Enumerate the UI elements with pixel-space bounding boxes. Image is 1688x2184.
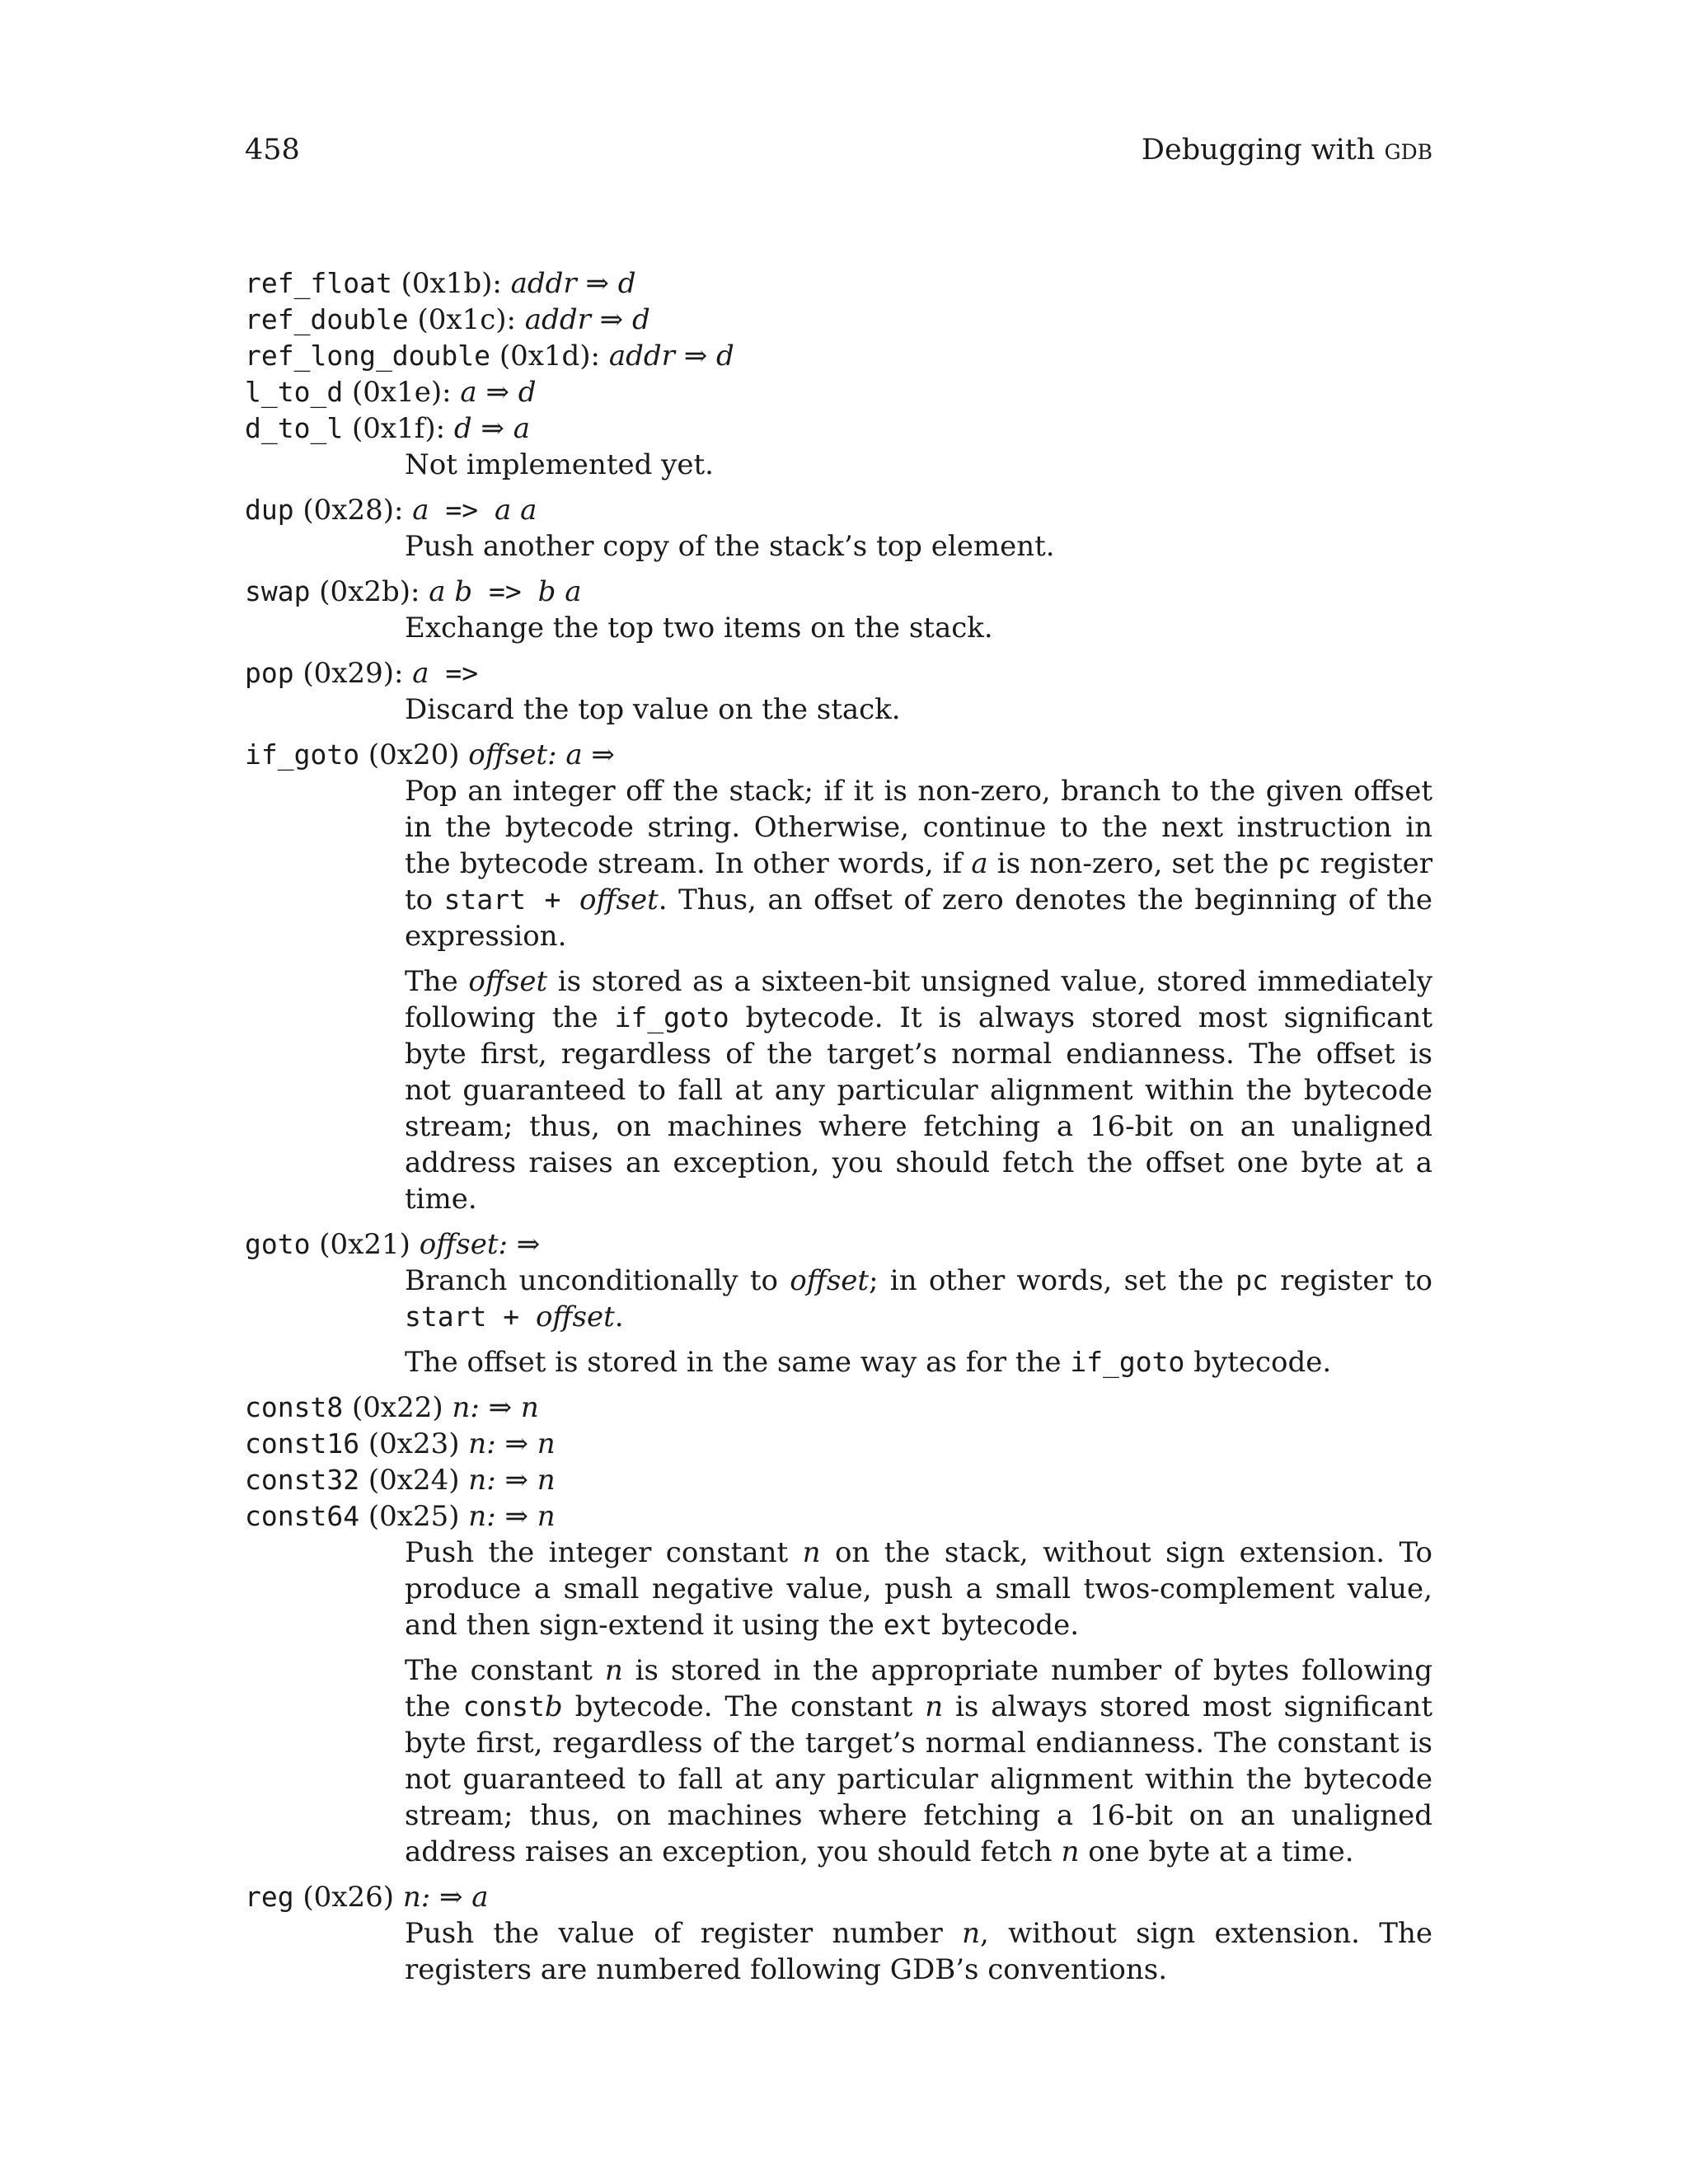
bytecode-name: const64 xyxy=(245,1500,360,1532)
bytecode-name: const16 xyxy=(245,1427,360,1460)
entry-term xyxy=(245,492,1432,528)
code-term: if_goto xyxy=(1070,1346,1185,1378)
stack-effect: a ⇒ d xyxy=(460,376,537,409)
entry-term xyxy=(245,655,1432,691)
description-paragraph xyxy=(405,1535,1432,1643)
text: register to xyxy=(405,847,1432,916)
description-paragraph xyxy=(405,1263,1432,1335)
bytecode-list xyxy=(245,265,1432,1988)
bytecode-name: d_to_l xyxy=(245,412,344,444)
code-term: ext xyxy=(883,1609,933,1641)
bytecode-name: const32 xyxy=(245,1464,360,1496)
entry-term xyxy=(245,1462,1432,1498)
text: Push the value of register number xyxy=(405,1917,963,1950)
stack-effect: : a ⇒ xyxy=(547,738,615,771)
bytecode-arg: n xyxy=(468,1427,487,1460)
bytecode-code: (0x22) xyxy=(343,1391,452,1424)
text: bytecode. The constant xyxy=(562,1690,926,1723)
text: is stored in the appropriate number of bytes following the xyxy=(405,1654,1432,1723)
text: is stored as a sixteen-bit unsigned value, stored immediately following the xyxy=(405,965,1432,1034)
entry-description: Push another copy of the stack’s top element. xyxy=(405,530,1055,563)
bytecode-code: (0x21) xyxy=(310,1228,420,1261)
text: , without sign extension. The registers are numbered following GDB’s conventions. xyxy=(405,1917,1432,1986)
stack-effect: d ⇒ a xyxy=(453,412,530,445)
text: on the stack, without sign extension. To produce a small negative value, push a small twos-complement value, and then sign-extend it using the xyxy=(405,1536,1433,1642)
entry-description: Discard the top value on the stack. xyxy=(405,693,901,726)
math-var: n xyxy=(962,1917,980,1950)
bytecode-name: swap xyxy=(245,575,311,607)
page-number: 458 xyxy=(245,134,300,166)
description-paragraph xyxy=(405,1915,1432,1988)
entry-body xyxy=(405,773,1432,1217)
description-paragraph xyxy=(405,1344,1432,1380)
bytecode-code: (0x1f): xyxy=(343,412,454,445)
entry-goto xyxy=(245,1226,1432,1380)
bytecode-code: (0x1b): xyxy=(392,267,511,300)
stack-before: a xyxy=(412,494,429,527)
entry-body xyxy=(405,1535,1432,1870)
bytecode-code: (0x1e): xyxy=(343,376,461,409)
entry-term xyxy=(245,737,1432,773)
math-var: offset xyxy=(535,1301,615,1333)
entry-term xyxy=(245,1498,1432,1535)
bytecode-code: (0x1d): xyxy=(490,340,609,373)
entry-term xyxy=(245,265,1432,302)
text: bytecode. xyxy=(1184,1346,1332,1379)
entry-pop xyxy=(245,655,1432,728)
bytecode-name: pop xyxy=(245,657,294,689)
bytecode-name: ref_float xyxy=(245,267,392,299)
math-var: offset xyxy=(468,965,548,998)
entry-body xyxy=(405,1263,1432,1380)
stack-effect: : ⇒ n xyxy=(486,1464,556,1497)
entry-term xyxy=(245,574,1432,610)
bytecode-name: reg xyxy=(245,1881,294,1913)
bytecode-code: (0x26) xyxy=(293,1881,403,1914)
bytecode-code: (0x28): xyxy=(293,494,413,527)
stack-effect: addr ⇒ d xyxy=(510,267,636,300)
entry-ref-conversions xyxy=(245,265,1432,483)
bytecode-name: if_goto xyxy=(245,738,360,771)
math-var: offset xyxy=(579,883,659,916)
text: is non-zero, set the xyxy=(987,847,1278,880)
entry-if-goto xyxy=(245,737,1432,1217)
stack-effect: : ⇒ xyxy=(498,1228,541,1261)
text: register to xyxy=(1268,1264,1432,1297)
math-var: offset xyxy=(790,1264,870,1297)
code-term: pc xyxy=(1236,1264,1268,1296)
entry-term xyxy=(245,1390,1432,1426)
description-paragraph xyxy=(405,963,1432,1217)
bytecode-name: ref_double xyxy=(245,303,409,335)
code-term: const xyxy=(462,1690,545,1722)
text: The constant xyxy=(405,1654,605,1687)
entry-term xyxy=(245,302,1432,338)
stack-after: b a xyxy=(537,575,582,608)
stack-arrow: => xyxy=(429,657,479,689)
stack-before: a b xyxy=(429,575,473,608)
entry-term xyxy=(245,1879,1432,1915)
running-title-gdb: gdb xyxy=(1384,134,1432,166)
entry-term xyxy=(245,1426,1432,1462)
bytecode-arg: n xyxy=(468,1500,487,1533)
stack-effect: addr ⇒ d xyxy=(524,303,650,336)
text: The offset is stored in the same way as for the xyxy=(405,1346,1071,1379)
text: is always stored most significant byte first, regardless of the target’s normal endianness. The constant is not guaranteed to fall at any particular alignment within the bytecode stream; thus, on machines where fetching a 16-bit on an unaligned address raises an exception, you should fetch xyxy=(405,1690,1432,1868)
math-var: n xyxy=(802,1536,821,1569)
text: ; in other words, set the xyxy=(869,1264,1236,1297)
stack-arrow: => xyxy=(472,575,538,607)
bytecode-code: (0x20) xyxy=(359,738,469,771)
code-term: pc xyxy=(1278,847,1311,879)
entry-term xyxy=(245,410,1432,447)
stack-before: a xyxy=(412,657,429,690)
stack-effect: : ⇒ n xyxy=(486,1427,556,1460)
running-title xyxy=(1142,132,1432,168)
bytecode-arg: n xyxy=(468,1464,487,1497)
bytecode-arg: n xyxy=(452,1391,471,1424)
stack-effect: : ⇒ a xyxy=(420,1881,489,1914)
stack-effect: : ⇒ n xyxy=(470,1391,539,1424)
text: Push the integer constant xyxy=(405,1536,803,1569)
math-var: n xyxy=(1061,1835,1080,1868)
bytecode-name: goto xyxy=(245,1228,311,1260)
stack-effect: : ⇒ n xyxy=(486,1500,556,1533)
text: . xyxy=(614,1301,624,1333)
code-term: start + xyxy=(405,1301,536,1333)
bytecode-arg: offset xyxy=(468,738,548,771)
text: The xyxy=(405,965,469,998)
entry-swap xyxy=(245,574,1432,646)
entry-dup xyxy=(245,492,1432,565)
bytecode-arg: offset xyxy=(419,1228,499,1261)
bytecode-code: (0x29): xyxy=(293,657,413,690)
math-var: b xyxy=(544,1690,563,1723)
code-term: start + xyxy=(443,883,579,916)
stack-arrow: => xyxy=(429,494,495,526)
entry-description: Exchange the top two items on the stack. xyxy=(405,612,993,644)
entry-body xyxy=(405,1915,1432,1988)
bytecode-name: ref_long_double xyxy=(245,340,491,372)
stack-effect: addr ⇒ d xyxy=(608,340,734,373)
entry-description: Not implemented yet. xyxy=(405,448,714,481)
bytecode-name: const8 xyxy=(245,1391,344,1423)
description-paragraph xyxy=(405,1652,1432,1870)
text: bytecode. xyxy=(932,1609,1080,1642)
code-term: if_goto xyxy=(614,1001,729,1033)
entry-reg xyxy=(245,1879,1432,1988)
text: . Thus, an offset of zero denotes the beginning of the expression. xyxy=(405,883,1432,953)
stack-after: a a xyxy=(495,494,537,527)
bytecode-arg: n xyxy=(402,1881,421,1914)
bytecode-name: l_to_d xyxy=(245,376,344,408)
math-var: a xyxy=(971,847,988,880)
entry-term xyxy=(245,338,1432,374)
entry-term xyxy=(245,374,1432,410)
entry-term xyxy=(245,1226,1432,1263)
text: Pop an integer off the stack; if it is non-zero, branch to the given offset in the bytecode string. Otherwise, continue to the next instruction in the bytecode stream. In other words, if xyxy=(405,775,1432,880)
text: bytecode. It is always stored most significant byte first, regardless of the target’s normal endianness. The offset is not guaranteed to fall at any particular alignment within the bytecode stream; thus, on machines where fetching a 16-bit on an unaligned address raises an exception, you should fetch the offset one byte at a time. xyxy=(405,1001,1432,1216)
running-title-text: Debugging with xyxy=(1141,134,1385,166)
bytecode-name: dup xyxy=(245,494,294,526)
bytecode-code: (0x25) xyxy=(359,1500,469,1533)
bytecode-code: (0x23) xyxy=(359,1427,469,1460)
math-var: n xyxy=(604,1654,623,1687)
description-paragraph xyxy=(405,773,1432,954)
text: one byte at a time. xyxy=(1079,1835,1354,1868)
bytecode-code: (0x24) xyxy=(359,1464,469,1497)
entry-const xyxy=(245,1390,1432,1870)
bytecode-code: (0x1c): xyxy=(408,303,525,336)
bytecode-code: (0x2b): xyxy=(310,575,429,608)
math-var: n xyxy=(925,1690,944,1723)
text: Branch unconditionally to xyxy=(405,1264,790,1297)
